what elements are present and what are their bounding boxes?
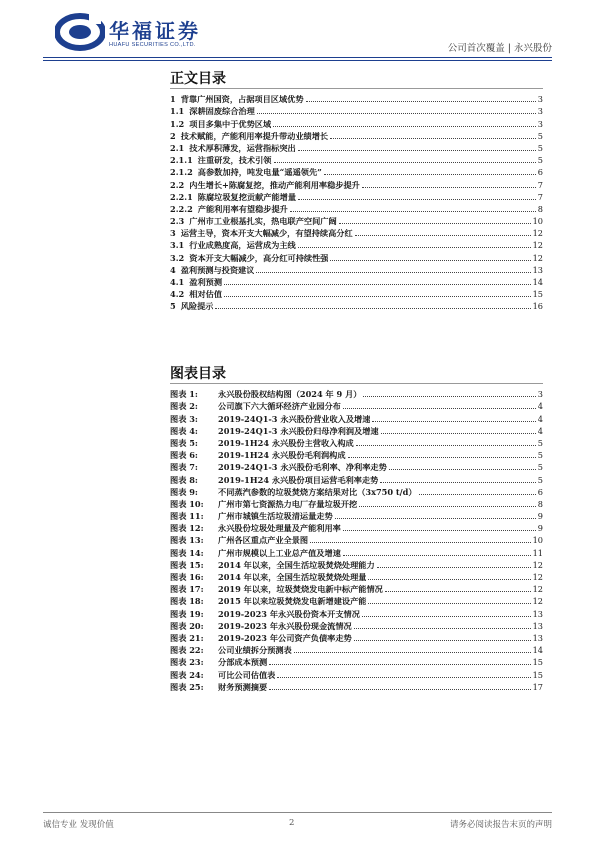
entry-page: 5	[537, 130, 543, 141]
toc-entry[interactable]	[170, 104, 543, 116]
entry-title: 分部成本预测	[218, 657, 268, 668]
entry-number: 图表 19:	[170, 608, 204, 619]
entry-page: 8	[537, 203, 543, 214]
entry-title: 项目多集中于优势区域	[189, 118, 272, 129]
entry-number: 图表 24:	[170, 669, 204, 680]
entry-title: 广州市工业根基扎实，热电联产空间广阔	[189, 216, 337, 227]
entry-number: 图表 17:	[170, 584, 204, 595]
entry-title: 2019-1H24 永兴股份项目运营毛利率走势	[218, 474, 379, 485]
entry-number: 图表 6:	[170, 450, 198, 461]
entry-page: 15	[532, 289, 543, 300]
entry-number: 图表 1:	[170, 389, 198, 400]
toc-entry[interactable]	[170, 92, 543, 104]
entry-number: 3.2	[170, 252, 185, 263]
entry-page: 13	[532, 264, 543, 275]
dot-leader	[339, 223, 531, 224]
entry-title: 盈利预测与投资建议	[180, 264, 255, 275]
entry-number: 1	[170, 94, 176, 105]
entry-number: 3	[170, 228, 176, 239]
toc-entry[interactable]	[170, 116, 543, 128]
dot-leader	[215, 308, 530, 309]
dot-leader	[389, 469, 536, 470]
entry-page: 10	[532, 216, 543, 227]
entry-title: 2019-24Q1-3 永兴股份毛利率、净利率走势	[218, 462, 387, 473]
entry-number: 图表 11:	[170, 511, 204, 522]
entry-number: 图表 15:	[170, 559, 204, 570]
entry-number: 2.1.1	[170, 155, 193, 166]
entry-page: 5	[537, 450, 543, 461]
entry-number: 2.1	[170, 142, 185, 153]
dot-leader	[343, 530, 536, 531]
entry-title: 2019-1H24 永兴股份毛利润构成	[218, 450, 346, 461]
dot-leader	[310, 542, 531, 543]
dot-leader	[354, 628, 531, 629]
dot-leader	[380, 482, 535, 483]
entry-page: 6	[537, 486, 543, 497]
entry-number: 2.2.2	[170, 203, 193, 214]
toc-entry[interactable]	[170, 250, 543, 262]
toc-title: 正文目录	[170, 71, 226, 87]
dot-leader	[256, 272, 530, 273]
dot-leader	[273, 126, 536, 127]
chart-toc-entry[interactable]	[170, 436, 543, 448]
dot-leader	[298, 150, 536, 151]
chart-toc-entry[interactable]	[170, 643, 543, 655]
dot-leader	[330, 260, 530, 261]
chart-toc-entry[interactable]	[170, 472, 543, 484]
entry-number: 图表 7:	[170, 462, 198, 473]
entry-page: 3	[537, 94, 543, 105]
toc-entry[interactable]	[170, 226, 543, 238]
entry-title: 高参数加持，吨发电量“遥遥领先”	[197, 167, 322, 178]
chart-toc-entry[interactable]	[170, 460, 543, 472]
entry-title: 内生增长+陈腐复挖，推动产能利用率稳步提升	[189, 179, 360, 190]
dot-leader	[343, 408, 536, 409]
entry-page: 4	[537, 413, 543, 424]
entry-page: 14	[532, 277, 543, 287]
entry-page: 13	[532, 608, 543, 619]
dot-leader	[324, 174, 536, 175]
chart-toc-entry[interactable]	[170, 387, 543, 399]
chart-toc-entry[interactable]	[170, 448, 543, 460]
charts-toc-title-rule	[170, 383, 543, 384]
toc-entry[interactable]	[170, 165, 543, 177]
entry-page: 5	[537, 474, 543, 485]
entry-title: 资本开支大幅减少，高分红可持续性强	[189, 252, 329, 263]
entry-title: 2019-2023 年永兴股份现金流情况	[218, 620, 352, 631]
entry-number: 图表 20:	[170, 620, 204, 631]
charts-toc-title: 图表目录	[170, 366, 226, 382]
toc-entry[interactable]	[170, 202, 543, 214]
entry-title: 2019-24Q1-3 永兴股份营业收入及增速	[218, 413, 371, 424]
toc-entry[interactable]	[170, 190, 543, 202]
report-type: 公司首次覆盖	[447, 43, 505, 54]
header-rule-thin	[43, 60, 552, 61]
entry-page: 3	[537, 389, 543, 400]
entry-page: 15	[532, 657, 543, 668]
entry-page: 9	[537, 523, 543, 534]
entry-page: 12	[532, 584, 543, 595]
entry-number: 图表 25:	[170, 681, 204, 692]
entry-title: 公司旗下六大循环经济产业园分布	[218, 401, 341, 412]
entry-number: 2	[170, 130, 176, 141]
entry-page: 9	[537, 511, 543, 522]
entry-number: 2.2	[170, 179, 185, 190]
chart-toc-entry[interactable]	[170, 509, 543, 521]
entry-title: 公司业绩拆分预测表	[218, 645, 292, 656]
dot-leader	[343, 555, 531, 556]
chart-toc-entry[interactable]	[170, 619, 543, 631]
toc-entry[interactable]	[170, 238, 543, 250]
entry-number: 图表 18:	[170, 596, 204, 607]
toc-entry[interactable]	[170, 299, 543, 311]
toc-entry[interactable]	[170, 275, 543, 287]
toc-entry[interactable]	[170, 287, 543, 299]
entry-page: 7	[537, 179, 543, 190]
dot-leader	[306, 101, 536, 102]
dot-leader	[362, 187, 536, 188]
entry-page: 3	[537, 118, 543, 129]
dot-leader	[354, 640, 531, 641]
dot-leader	[298, 247, 531, 248]
toc-entry[interactable]	[170, 214, 543, 226]
chart-toc-entry[interactable]	[170, 558, 543, 570]
dot-leader	[294, 652, 531, 653]
dot-leader	[419, 494, 536, 495]
entry-title: 相对估值	[189, 289, 223, 300]
entry-title: 风险提示	[180, 301, 214, 312]
entry-page: 8	[537, 498, 543, 509]
entry-number: 图表 21:	[170, 632, 204, 643]
entry-page: 11	[532, 547, 543, 558]
entry-number: 图表 2:	[170, 401, 198, 412]
entry-page: 13	[532, 620, 543, 631]
company-name: 永兴股份	[513, 43, 552, 54]
entry-title: 广州市规模以上工业总产值及增速	[218, 547, 341, 558]
header-separator: |	[507, 43, 514, 54]
entry-number: 2.2.1	[170, 191, 193, 202]
entry-title: 2019-2023 年永兴股份资本开支情况	[218, 608, 360, 619]
entry-number: 图表 4:	[170, 425, 198, 436]
entry-page: 5	[537, 142, 543, 153]
entry-number: 4	[170, 264, 176, 275]
toc-entry[interactable]	[170, 153, 543, 165]
entry-page: 5	[537, 155, 543, 166]
chart-toc-entry[interactable]	[170, 680, 543, 692]
entry-page: 7	[537, 191, 543, 202]
charts-table-of-contents	[170, 387, 543, 692]
chart-toc-entry[interactable]	[170, 667, 543, 679]
entry-title: 技术厚积薄发，运营指标突出	[189, 142, 296, 153]
dot-leader	[381, 433, 536, 434]
entry-number: 图表 13:	[170, 535, 204, 546]
entry-number: 图表 10:	[170, 498, 204, 509]
entry-title: 2019-24Q1-3 永兴股份归母净利润及增速	[218, 425, 379, 436]
entry-page: 12	[532, 240, 543, 251]
dot-leader	[368, 579, 530, 580]
dot-leader	[372, 421, 535, 422]
entry-number: 1.1	[170, 106, 185, 117]
entry-title: 不同蒸汽参数的垃圾焚烧方案结果对比（3x750 t/d）	[218, 486, 417, 497]
entry-number: 图表 12:	[170, 523, 204, 534]
entry-title: 背靠广州国资，占据项目区域优势	[180, 94, 304, 105]
entry-page: 10	[532, 535, 543, 546]
entry-number: 图表 9:	[170, 486, 198, 497]
entry-number: 图表 14:	[170, 547, 204, 558]
entry-title: 深耕固废综合治理	[189, 106, 255, 117]
entry-title: 运营主导，资本开支大幅减少，有望持续高分红	[180, 228, 353, 239]
entry-number: 2.1.2	[170, 167, 193, 178]
entry-page: 5	[537, 462, 543, 473]
chart-toc-entry[interactable]	[170, 533, 543, 545]
entry-title: 可比公司估值表	[218, 669, 276, 680]
logo-text-cn: 华福证券	[109, 19, 201, 43]
entry-page: 12	[532, 572, 543, 582]
dot-leader	[277, 677, 530, 678]
entry-title: 广州市城镇生活垃圾清运量走势	[218, 511, 333, 522]
entry-page: 5	[537, 437, 543, 448]
toc-entry[interactable]	[170, 129, 543, 141]
entry-page: 12	[532, 228, 543, 239]
footer-disclaimer: 请务必阅读报告末页的声明	[449, 820, 552, 830]
chart-toc-entry[interactable]	[170, 399, 543, 411]
entry-page: 16	[532, 301, 543, 312]
entry-page: 15	[532, 669, 543, 680]
entry-page: 12	[532, 559, 543, 570]
chart-toc-entry[interactable]	[170, 655, 543, 667]
chart-toc-entry[interactable]	[170, 521, 543, 533]
dot-leader	[368, 603, 530, 604]
entry-page: 4	[537, 425, 543, 436]
entry-title: 技术赋能，产能利用率提升带动业绩增长	[180, 130, 329, 141]
entry-number: 图表 8:	[170, 474, 198, 485]
entry-title: 2014 年以来，全国生活垃圾焚烧处理量	[218, 572, 367, 582]
chart-toc-entry[interactable]	[170, 424, 543, 436]
company-logo	[55, 10, 225, 54]
dot-leader	[269, 689, 530, 690]
page-number: 2	[289, 818, 295, 828]
dot-leader	[274, 162, 536, 163]
entry-title: 2015 年以来垃圾焚烧发电新增建设产能	[218, 596, 367, 607]
entry-page: 13	[532, 632, 543, 643]
entry-title: 永兴股份垃圾处理量及产能利用率	[218, 523, 341, 534]
footer-rule	[43, 812, 552, 813]
chart-toc-entry[interactable]	[170, 606, 543, 618]
entry-title: 2019 年以来，垃圾焚烧发电新中标产能情况	[218, 584, 383, 595]
logo-text-en: HUAFU SECURITIES CO.,LTD.	[109, 42, 196, 48]
entry-number: 图表 5:	[170, 437, 198, 448]
chart-toc-entry[interactable]	[170, 485, 543, 497]
dot-leader	[356, 445, 536, 446]
entry-title: 2019-2023 年公司资产负债率走势	[218, 632, 352, 643]
entry-title: 注重研发，技术引领	[197, 155, 272, 166]
entry-title: 永兴股份股权结构图（2024 年 9 月）	[218, 389, 362, 400]
dot-leader	[224, 284, 531, 285]
entry-title: 广州市第七资源热力电厂存量垃圾开挖	[218, 498, 358, 509]
entry-number: 图表 23:	[170, 657, 204, 668]
dot-leader	[348, 457, 536, 458]
dot-leader	[385, 591, 531, 592]
entry-number: 2.3	[170, 216, 185, 227]
chart-toc-entry[interactable]	[170, 497, 543, 509]
chart-toc-entry[interactable]	[170, 411, 543, 423]
entry-page: 12	[532, 596, 543, 607]
page-header	[0, 0, 595, 60]
entry-page: 14	[532, 645, 543, 656]
dot-leader	[359, 506, 536, 507]
footer-slogan: 诚信专业 发现价值	[43, 820, 114, 830]
entry-title: 产能利用率有望稳步提升	[197, 203, 288, 214]
dot-leader	[269, 664, 530, 665]
chart-toc-entry[interactable]	[170, 582, 543, 594]
entry-number: 图表 3:	[170, 413, 198, 424]
entry-page: 3	[537, 106, 543, 117]
header-rule	[43, 57, 552, 58]
entry-number: 4.2	[170, 289, 185, 300]
dot-leader	[330, 138, 536, 139]
dot-leader	[377, 567, 531, 568]
entry-number: 图表 22:	[170, 645, 204, 656]
entry-page: 17	[532, 681, 543, 692]
logo-emblem-icon	[55, 10, 105, 54]
entry-page: 6	[537, 167, 543, 178]
entry-page: 12	[532, 252, 543, 263]
entry-page: 4	[537, 401, 543, 412]
chart-toc-entry[interactable]	[170, 570, 543, 582]
dot-leader	[298, 199, 536, 200]
entry-number: 3.1	[170, 240, 185, 251]
entry-title: 2014 年以来，全国生活垃圾焚烧处理能力	[218, 559, 375, 570]
entry-title: 财务预测摘要	[218, 681, 268, 692]
entry-number: 5	[170, 301, 176, 312]
toc-entry[interactable]	[170, 263, 543, 275]
dot-leader	[355, 235, 531, 236]
entry-number: 图表 16:	[170, 572, 204, 582]
dot-leader	[224, 296, 531, 297]
dot-leader	[362, 616, 531, 617]
entry-title: 陈腐垃圾复挖贡献产能增量	[197, 191, 297, 202]
entry-title: 行业成熟度高，运营成为主线	[189, 240, 296, 251]
entry-title: 2019-1H24 永兴股份主营收入构成	[218, 437, 354, 448]
dot-leader	[257, 113, 536, 114]
chart-toc-entry[interactable]	[170, 631, 543, 643]
dot-leader	[363, 396, 535, 397]
header-report-info	[448, 40, 552, 54]
dot-leader	[335, 518, 536, 519]
dot-leader	[290, 211, 536, 212]
toc-entry[interactable]	[170, 177, 543, 189]
entry-number: 4.1	[170, 277, 185, 287]
entry-title: 盈利预测	[189, 277, 223, 287]
chart-toc-entry[interactable]	[170, 594, 543, 606]
entry-title: 广州各区重点产业全景图	[218, 535, 309, 546]
entry-number: 1.2	[170, 118, 185, 129]
chart-toc-entry[interactable]	[170, 545, 543, 557]
table-of-contents	[170, 92, 543, 311]
toc-entry[interactable]	[170, 141, 543, 153]
toc-title-rule	[170, 88, 543, 89]
